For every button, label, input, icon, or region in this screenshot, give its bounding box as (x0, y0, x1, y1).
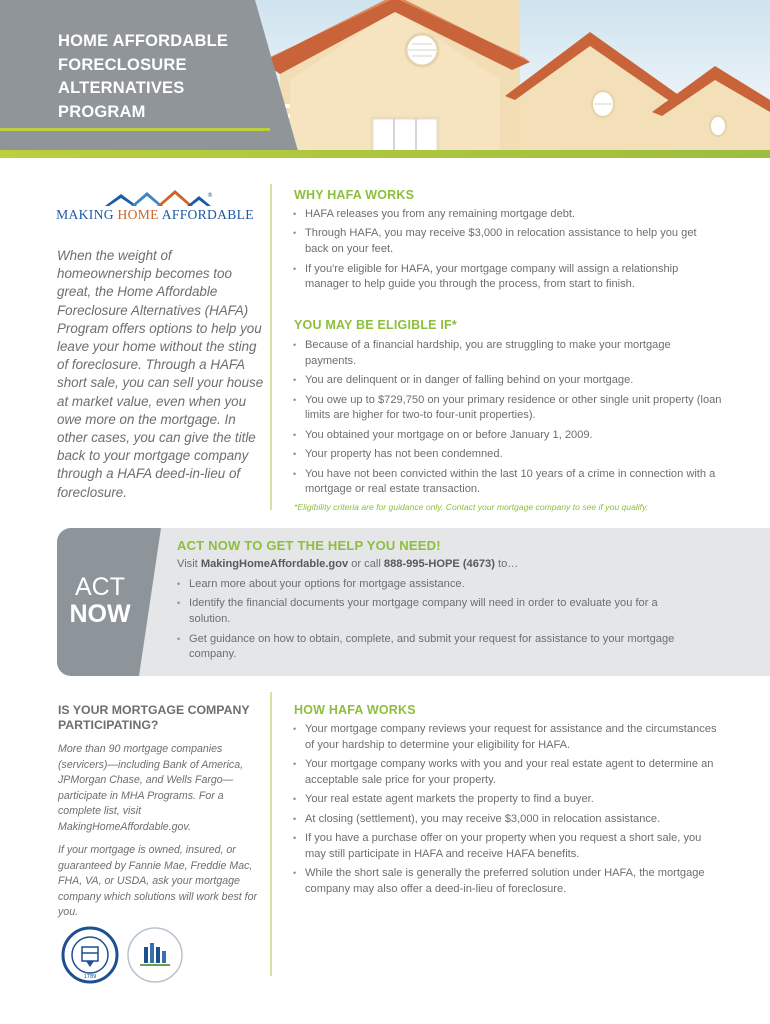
act-now-heading: ACT NOW TO GET THE HELP YOU NEED! (177, 538, 441, 553)
list-item: • You have not been convicted within the last 10 years of a crime in connection with a mortgage or real estate transaction. (293, 467, 723, 499)
hud-seal-icon (128, 928, 182, 982)
list-item: • If you're eligible for HAFA, your mortgage company will assign a relationship manager to help guide you through the process, from start to finish. (293, 262, 723, 294)
column-divider (270, 184, 272, 510)
list-item: • At closing (settlement), you may receive $3,000 in relocation assistance. (293, 812, 723, 828)
list-item: • Learn more about your options for mortgage assistance. (177, 577, 687, 593)
list-item: • If you have a purchase offer on your property when you request a short sale, you may still participate in HAFA and receive HAFA benefits. (293, 831, 723, 863)
website-link[interactable]: MakingHomeAffordable.gov (200, 558, 349, 570)
rooftops-icon (103, 188, 213, 208)
logo-text-home: HOME (117, 207, 159, 222)
list-item: • Your mortgage company works with you and your real estate agent to determine an acceptable sale price for your property. (293, 757, 723, 789)
logo-wordmark (55, 207, 255, 223)
treasury-seal-icon (63, 928, 117, 982)
title-line: HOME AFFORDABLE (58, 32, 229, 50)
act-now-word-act: ACT (75, 573, 125, 601)
list-item: • While the short sale is generally the preferred solution under HAFA, the mortgage company may also offer a deed-in-lieu of foreclosure. (293, 866, 723, 898)
logo-text-making: MAKING (56, 207, 118, 222)
eligible-list (293, 338, 723, 502)
list-item: • Through HAFA, you may receive $3,000 in relocation assistance to help you get back on your feet. (293, 226, 723, 258)
why-hafa-list (293, 207, 723, 297)
list-item: • Because of a financial hardship, you are struggling to make your mortgage payments. (293, 338, 723, 370)
participating-paragraph: More than 90 mortgage companies (servicers)—including Bank of America, JPMorgan Chase, and Wells Fargo—participate in MHA Programs. For a complete list, visit MakingHomeAffordable.gov. (58, 743, 244, 833)
visit-middle: or call (348, 558, 384, 570)
header-green-band (0, 150, 770, 158)
act-now-list (177, 577, 687, 667)
logo-text-affordable: AFFORDABLE (158, 207, 254, 222)
government-seals (60, 925, 190, 985)
title-line: FORECLOSURE (58, 55, 187, 74)
phone-number[interactable]: 888-995-HOPE (4673) (383, 558, 495, 570)
title-underline (0, 128, 270, 131)
visit-suffix: to… (494, 558, 519, 570)
act-now-contact-line (177, 558, 518, 570)
treasury-seal-year: 1789 (83, 974, 97, 980)
page-title (58, 30, 268, 124)
making-home-affordable-logo (55, 188, 255, 230)
column-divider (270, 692, 272, 976)
list-item: • Get guidance on how to obtain, complete, and submit your request for assistance to your mortgage company. (177, 632, 687, 664)
registered-mark: ® (207, 192, 213, 199)
why-hafa-heading: WHY HAFA WORKS (294, 188, 415, 202)
how-hafa-list (293, 722, 723, 902)
intro-paragraph: When the weight of homeownership becomes too great, the Home Affordable Foreclosure Alternatives (HAFA) Program offers options to help you leave your home without the sting of foreclosure. Through a HAFA short sale, you can sell your house at market value, even when you owe more on the mortgage. In other cases, you can give the title back to your mortgage company through a HAFA deed-in-lieu of foreclosure. (57, 248, 264, 500)
eligible-heading: YOU MAY BE ELIGIBLE IF* (294, 318, 457, 332)
list-item: • You obtained your mortgage on or before January 1, 2009. (293, 428, 723, 444)
eligibility-footnote: *Eligibility criteria are for guidance only. Contact your mortgage company to see if you qualify. (294, 502, 649, 512)
title-line: ALTERNATIVES (58, 79, 185, 97)
list-item: • You are delinquent or in danger of falling behind on your mortgage. (293, 373, 723, 389)
how-hafa-heading: HOW HAFA WORKS (294, 703, 416, 717)
visit-prefix: Visit (177, 558, 201, 570)
list-item: • Your real estate agent markets the property to find a buyer. (293, 792, 723, 808)
list-item: • You owe up to $729,750 on your primary residence or other single unit property (loan limits are higher for two-to four-unit properties). (293, 393, 723, 425)
owned-insured-paragraph: If your mortgage is owned, insured, or guaranteed by Fannie Mae, Freddie Mac, FHA, VA, or USDA, ask your mortgage company which solutions will work best for you. (58, 844, 258, 918)
list-item: • HAFA releases you from any remaining mortgage debt. (293, 207, 723, 223)
act-now-word-now: NOW (69, 600, 131, 628)
header-banner (0, 0, 770, 158)
list-item: • Your mortgage company reviews your request for assistance and the circumstances of your hardship to determine your eligibility for HAFA. (293, 722, 723, 754)
title-line: PROGRAM (58, 102, 146, 121)
list-item: • Your property has not been condemned. (293, 447, 723, 463)
list-item: • Identify the financial documents your mortgage company will need in order to evaluate you for a solution. (177, 596, 687, 628)
participating-heading: IS YOUR MORTGAGE COMPANY PARTICIPATING? (58, 703, 250, 732)
